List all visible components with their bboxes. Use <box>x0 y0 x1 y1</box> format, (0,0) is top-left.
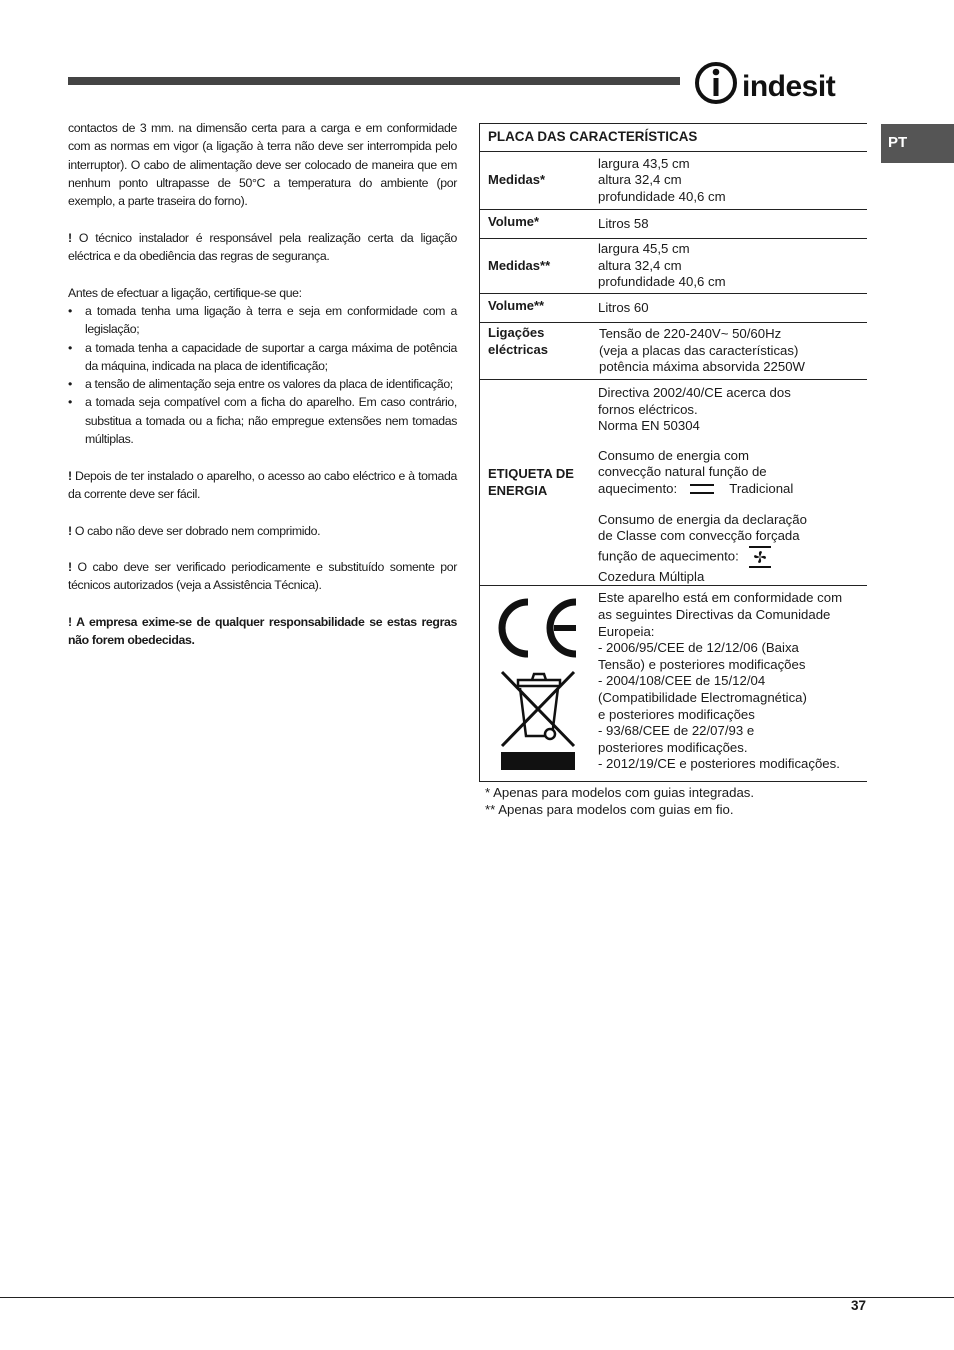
footnotes <box>485 785 754 818</box>
ce-mark-icon <box>480 594 590 662</box>
table-row <box>480 152 868 210</box>
paragraph-7: ! A empresa exime-se de qualquer responsabilidade se estas regras não forem obedecidas. <box>68 615 457 648</box>
weee-crossed-bin-icon <box>480 666 590 774</box>
paragraph-1: contactos de 3 mm. na dimensão certa para a carga e em conformidade com as normas em vigor (a ligação à terra não deve ser interrompida pelo interruptor). O cabo de alimentação deve ser colocado de maneira que em nenhum ponto ultrapasse de 50°C a temperatura do ambiente (por exemplo, a parte traseira do forno). <box>68 121 457 209</box>
paragraph-4: ! Depois de ter instalado o aparelho, o acesso ao cabo eléctrico e à tomada da corrente deve ser fácil. <box>68 468 457 501</box>
row-label: Volume* <box>480 210 599 239</box>
svg-text:indesit: indesit <box>742 70 836 103</box>
list-item: • a tomada tenha uma ligação à terra e seja em conformidade com a legislação; <box>68 302 457 339</box>
table-row-energy <box>480 380 868 586</box>
warning-mark: ! <box>68 560 72 575</box>
table-row-conformity <box>480 586 868 782</box>
list-item: • a tomada tenha a capacidade de suportar a carga máxima de potência da máquina, indicada na placa de identificação; <box>68 339 457 376</box>
table-row <box>480 239 868 294</box>
row-value: Tensão de 220-240V~ 50/60Hz (veja a placas das características) potência máxima absorvida 2250W <box>598 323 867 380</box>
installation-notes <box>68 119 457 650</box>
row-value: Litros 58 <box>598 210 867 239</box>
paragraph-2: ! O técnico instalador é responsável pela realização certa da ligação eléctrica e da obediência das regras de segurança. <box>68 230 457 264</box>
row-value: largura 45,5 cm altura 32,4 cm profundidade 40,6 cm <box>598 239 867 294</box>
row-label: Medidas** <box>480 239 599 294</box>
marks-cell <box>480 586 599 782</box>
list-item: • a tensão de alimentação seja entre os valores da placa de identificação; <box>68 375 457 393</box>
specs-table <box>479 123 867 782</box>
specs-table-title: PLACA DAS CARACTERÍSTICAS <box>480 124 868 152</box>
row-value: Litros 60 <box>598 294 867 323</box>
paragraph-5: ! O cabo não deve ser dobrado nem comprimido. <box>68 523 321 538</box>
footer-rule <box>0 1297 954 1298</box>
language-tab: PT <box>881 124 954 163</box>
warning-mark: ! <box>68 615 72 630</box>
traditional-heating-icon <box>688 482 718 496</box>
row-label: ETIQUETA DE ENERGIA <box>480 380 599 586</box>
table-row <box>480 294 868 323</box>
table-row <box>480 323 868 380</box>
row-label: Ligações eléctricas <box>480 323 599 380</box>
header-bar <box>68 77 680 85</box>
warning-mark: ! <box>68 523 72 538</box>
row-label: Medidas* <box>480 152 599 210</box>
list-item: • a tomada seja compatível com a ficha do aparelho. Em caso contrário, substitua a tomada ou a ficha; não empregue extensões nem tomadas múltiplas. <box>68 393 457 448</box>
row-value: Directiva 2002/40/CE acerca dos fornos eléctricos. Norma EN 50304 Consumo de energia com convecção natural função de aquecimento: Tradicional Consumo de energia da declaração de Classe com convecção forçada função de aquecimento: Cozedura Múltipla <box>598 380 867 586</box>
row-label: Volume** <box>480 294 599 323</box>
checklist <box>68 302 457 448</box>
footnote: ** Apenas para modelos com guias em fio. <box>485 801 734 817</box>
row-value: largura 43,5 cm altura 32,4 cm profundidade 40,6 cm <box>598 152 867 210</box>
paragraph-6: ! O cabo deve ser verificado periodicamente e substituído somente por técnicos autorizados (veja a Assistência Técnica). <box>68 560 457 593</box>
paragraph-3: Antes de efectuar a ligação, certifique-se que: <box>68 285 302 300</box>
conformity-text: Este aparelho está em conformidade com as seguintes Directivas da Comunidade Europeia: - 2006/95/CEE de 12/12/06 (Baixa Tensão) e posteriores modificações - 2004/108/CEE de 15/12/04 (Compatibilidade Electromagnética) e posteriores modificações - 93/68/CEE de 22/07/93 e posteriores modificações. - 2012/19/CE e posteriores modificações. <box>598 586 867 782</box>
warning-mark: ! <box>68 468 72 483</box>
warning-mark: ! <box>68 230 72 245</box>
indesit-logo <box>694 60 870 106</box>
page-number: 37 <box>851 1298 867 1313</box>
fan-heating-icon <box>748 545 772 569</box>
footnote: * Apenas para modelos com guias integradas. <box>485 785 755 800</box>
table-row <box>480 210 868 239</box>
